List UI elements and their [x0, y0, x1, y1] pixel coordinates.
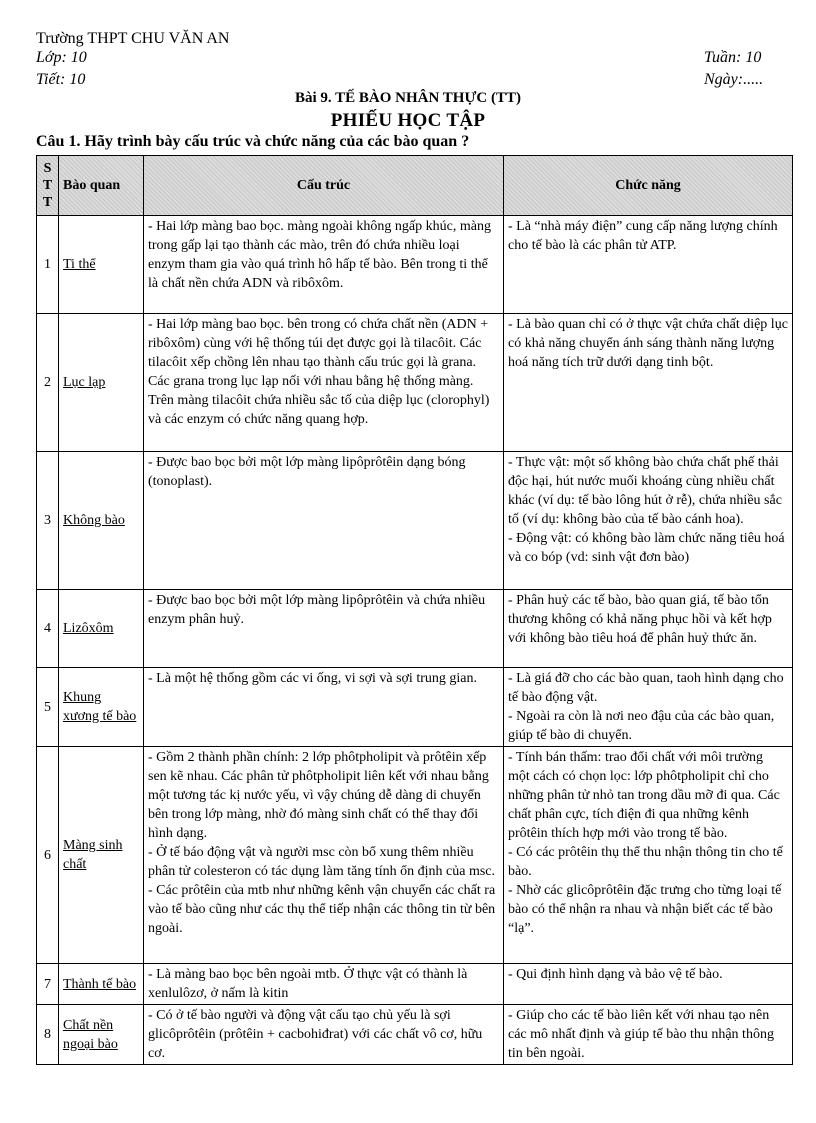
school-name: Trường THPT CHU VĂN AN — [36, 30, 230, 47]
table-row — [37, 747, 793, 964]
organelle-name: Lizôxôm — [63, 621, 114, 636]
function-cell: - Giúp cho các tế bào liên kết với nhau tạo nên các mô nhất định và giúp tế bào thu nhận thông tin bên ngoài. — [504, 1005, 793, 1065]
header-structure: Cấu trúc — [144, 156, 504, 216]
structure-cell: - Hai lớp màng bao bọc. màng ngoài không ngấp khúc, màng trong gấp lại tạo thành các mào, trên đó chứa nhiều loại enzym tham gia vào quá trình hô hấp tế bào. Bên trong ti thể là chất nền chứa ADN và ribôxôm. — [144, 216, 504, 314]
table-row — [37, 314, 793, 452]
function-cell: - Là bào quan chỉ có ở thực vật chứa chất diệp lục có khả năng chuyển ánh sáng thành năng lượng hoá năng tích trữ dưới dạng tinh bột. — [504, 314, 793, 452]
table-row — [37, 216, 793, 314]
table-header-row — [37, 156, 793, 216]
function-cell: - Phân huỷ các tế bào, bào quan giá, tế bào tổn thương không có khả năng phục hồi và kết hợp với không bào tiêu hoá để phân huỷ thức ăn. — [504, 590, 793, 668]
organelle-name-cell — [59, 314, 144, 452]
week-label: Tuần: 10 — [704, 49, 762, 66]
function-cell: - Là giá đỡ cho các bào quan, taoh hình dạng cho tế bào động vật. - Ngoài ra còn là nơi neo đậu của các bào quan, giúp tế bào di chuyển. — [504, 668, 793, 747]
organelle-name-cell — [59, 964, 144, 1005]
stt-line: T — [42, 178, 53, 193]
table-row — [37, 1005, 793, 1065]
structure-cell: - Gồm 2 thành phần chính: 2 lớp phôtpholipit và prôtêin xếp sen kẽ nhau. Các phân tử phôtpholipit liên kết với nhau bằng một tương tác kị nước yếu, vì vậy chúng dễ dàng di chuyển bên trong lớp màng, nhờ đó màng sinh chất có thể thay đổi hình dạng. - Ở tế báo động vật và người msc còn bổ xung thêm nhiều phân tử colesteron có tác dụng làm tăng tính ổn định của msc. - Các prôtêin của mtb như những kênh vận chuyển các chất ra vào tế bào cũng như các thụ thể tiếp nhận các thông tin từ bên ngoài. — [144, 747, 504, 964]
row-number: 3 — [37, 452, 59, 590]
organelle-name-cell — [59, 452, 144, 590]
structure-cell: - Là màng bao bọc bên ngoài mtb. Ở thực vật có thành là xenlulôzơ, ở nấm là kitin — [144, 964, 504, 1005]
organelle-name-cell — [59, 747, 144, 964]
header-function: Chức năng — [504, 156, 793, 216]
date-label: Ngày:..... — [704, 71, 764, 88]
row-number: 8 — [37, 1005, 59, 1065]
stt-line: T — [42, 195, 53, 210]
row-number: 7 — [37, 964, 59, 1005]
table-row — [37, 590, 793, 668]
header-stt — [37, 156, 59, 216]
organelle-name-cell — [59, 216, 144, 314]
row-number: 6 — [37, 747, 59, 964]
organelle-name: Thành tế bào — [63, 976, 137, 992]
class-label: Lớp: 10 — [36, 49, 87, 66]
row-number: 4 — [37, 590, 59, 668]
header-organelle: Bào quan — [59, 156, 144, 216]
row-number: 2 — [37, 314, 59, 452]
table-row — [37, 452, 793, 590]
table-row — [37, 964, 793, 1005]
function-cell: - Là “nhà máy điện” cung cấp năng lượng chính cho tế bào là các phân tử ATP. — [504, 216, 793, 314]
organelle-name: Màng sinh chất — [63, 838, 123, 872]
structure-cell: - Được bao bọc bởi một lớp màng lipôprôtêin và chứa nhiều enzym phân huỷ. — [144, 590, 504, 668]
period-label: Tiết: 10 — [36, 71, 86, 88]
organelle-name-cell — [59, 1005, 144, 1065]
stt-line: S — [43, 161, 52, 176]
row-number: 1 — [37, 216, 59, 314]
table-row — [37, 668, 793, 747]
organelle-name: Ti thể — [63, 257, 96, 272]
structure-cell: - Hai lớp màng bao bọc. bên trong có chứa chất nền (ADN + ribôxôm) cùng với hệ thống túi dẹt được gọi là tilacôit. Các tilacôit xếp chồng lên nhau tạo thành cấu trúc gọi là grana. Các grana trong lục lạp nối với nhau bằng hệ thống màng. Trên màng tilacôit chứa nhiều sắc tố của diệp lục (clorophyl) và các enzym có chức năng quang hợp. — [144, 314, 504, 452]
sheet-title: PHIẾU HỌC TẬP — [330, 110, 486, 131]
organelle-name: Khung xương tế bào — [63, 690, 137, 724]
row-number: 5 — [37, 668, 59, 747]
function-cell: - Thực vật: một số không bào chứa chất phế thải độc hại, hút nước muối khoáng cùng nhiều chất khác (ví dụ: tế bào lông hút ở rễ), chứa nhiều sắc tố (ví dụ: không bào của tế bào cánh hoa). - Động vật: có không bào làm chức năng tiêu hoá và co bóp (vd: sinh vật đơn bào) — [504, 452, 793, 590]
organelle-name: Không bào — [63, 513, 125, 528]
organelle-name: Chất nền ngoại bào — [63, 1017, 118, 1052]
structure-cell: - Được bao bọc bởi một lớp màng lipôprôtêin dạng bóng (tonoplast). — [144, 452, 504, 590]
organelle-name-cell — [59, 590, 144, 668]
organelle-name: Lục lạp — [63, 375, 106, 390]
organelle-name-cell — [59, 668, 144, 747]
organelle-table — [36, 155, 793, 1065]
structure-cell: - Có ở tế bào người và động vật cấu tạo chủ yếu là sợi glicôprôtêin (prôtêin + cacbohiđrat) với các chất vô cơ, hữu cơ. — [144, 1005, 504, 1065]
question-text: Câu 1. Hãy trình bày cấu trúc và chức năng của các bào quan ? — [36, 133, 470, 150]
function-cell: - Qui định hình dạng và bảo vệ tế bào. — [504, 964, 793, 1005]
lesson-title: Bài 9. TẾ BÀO NHÂN THỰC (TT) — [294, 90, 521, 106]
function-cell: - Tính bán thấm: trao đổi chất với môi trường một cách có chọn lọc: lớp phôtpholipit chỉ cho những phân tử nhỏ tan trong dầu mỡ đi qua. Các chất phân cực, tích điện đi qua những kênh prôtêin thích hợp mới vào trong tế bào. - Có các prôtêin thụ thể thu nhận thông tin cho tế bào. - Nhờ các glicôprôtêin đặc trưng cho từng loại tế bào có thể nhận ra nhau và nhận biết các tế bào “lạ”. — [504, 747, 793, 964]
structure-cell: - Là một hệ thống gồm các vi ống, vi sợi và sợi trung gian. — [144, 668, 504, 747]
